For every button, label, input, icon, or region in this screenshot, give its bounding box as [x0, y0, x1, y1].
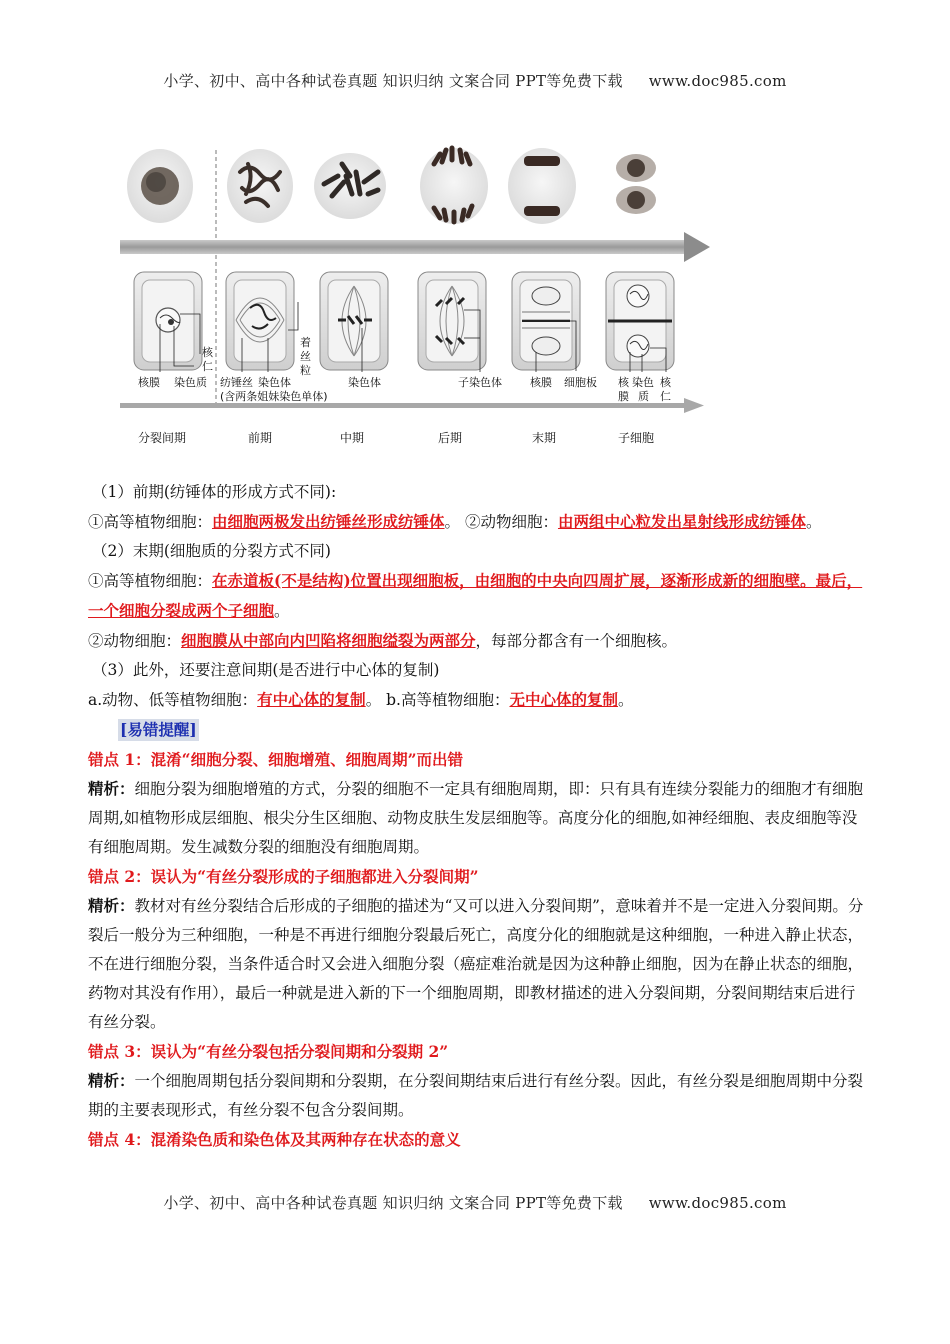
label-nuclear-membrane: 核膜 [138, 376, 160, 389]
text-segment: ①高等植物细胞： [88, 513, 213, 531]
highlight-cell-plate: 在赤道板(不是结构)位置出现细胞板，由细胞的中央向四周扩展，逐渐形成新的细胞壁。最后，一个细胞分裂成两个子细胞 [88, 571, 863, 620]
analysis-text: 一个细胞周期包括分裂间期和分裂期，在分裂间期结束后进行有丝分裂。因此，有丝分裂是细胞周期中分裂期的主要表现形式，有丝分裂不包含分裂间期。 [88, 1072, 864, 1119]
label-centromere-b: 丝 [300, 350, 311, 363]
analysis-label: 精析： [88, 779, 135, 798]
telophase-heading: （2）末期(细胞质的分裂方式不同) [92, 542, 331, 560]
error-point-3-title: 错点 3：误认为“有丝分裂包括分裂间期和分裂期 2” [88, 1042, 449, 1061]
error-point-3-analysis [88, 1066, 866, 1125]
header-text: 小学、初中、高中各种试卷真题 知识归纳 文案合同 PPT等免费下载 [163, 72, 623, 90]
error-point-4-title: 错点 4：混淆染色质和染色体及其两种存在状态的意义 [88, 1130, 461, 1149]
error-point-1-title: 错点 1：混淆“细胞分裂、细胞增殖、细胞周期”而出错 [88, 750, 464, 769]
micrograph-row [127, 148, 656, 224]
page-header [0, 70, 950, 91]
error-point-1-analysis [88, 774, 866, 862]
label-nucleolus-2: 仁 [202, 360, 213, 373]
timeline-arrow-lower [120, 398, 704, 413]
error-point-2-analysis [88, 891, 866, 1037]
highlight-plant-spindle: 由细胞两极发出纺锤丝形成纺锤体 [212, 512, 445, 531]
highlight-animal-spindle: 由两组中心粒发出星射线形成纺锤体 [557, 512, 806, 531]
highlight-centrosome-no: 无中心体的复制 [509, 690, 618, 709]
header-url[interactable]: www.doc985.com [648, 72, 787, 90]
footer-text: 小学、初中、高中各种试卷真题 知识归纳 文案合同 PPT等免费下载 [163, 1194, 623, 1212]
label-chromatin: 染色质 [174, 376, 207, 389]
page-footer [0, 1192, 950, 1213]
text-segment: 。 [274, 602, 290, 620]
analysis-label: 精析： [88, 1071, 135, 1090]
text-segment: 。 ②动物细胞： [444, 513, 558, 531]
label-centromere-c: 粒 [300, 364, 311, 377]
analysis-text: 教材对有丝分裂结合后形成的子细胞的描述为“又可以进入分裂间期”，意味着并不是一定进入分裂间期。分裂后一般分为三种细胞，一种是不再进行细胞分裂最后死亡，高度分化的细胞就是这种细胞，一种进入静止状态，不在进行细胞分裂，当条件适合时又会进入细胞分裂（癌症难治就是因为这种静止细胞，因为在静止状态的细胞，药物对其没有作用），最后一种就是进入新的下一个细胞周期，即教材描述的进入分裂间期，分裂间期结束后进行有丝分裂。 [88, 897, 864, 1031]
label-chromosome-metaphase: 染色体 [348, 376, 381, 389]
stage-interphase: 分裂间期 [138, 431, 187, 445]
label-cell-plate: 细胞板 [564, 376, 597, 389]
error-point-2-title: 错点 2：误认为“有丝分裂形成的子细胞都进入分裂间期” [88, 867, 479, 886]
stage-metaphase: 中期 [340, 431, 365, 445]
micrograph-daughter-cells [616, 154, 656, 214]
timeline-arrow-upper [120, 232, 710, 262]
footer-url[interactable]: www.doc985.com [648, 1194, 787, 1212]
label-chromosome-prophase: 染色体 [258, 376, 291, 389]
label-chromatin-daughter-b: 质 [638, 390, 649, 403]
label-membrane-daughter-b: 膜 [618, 390, 629, 403]
text-segment: 。 [617, 691, 634, 709]
telophase-animal [88, 626, 866, 656]
highlight-membrane-furrow: 细胞膜从中部向内凹陷将细胞缢裂为两部分 [181, 631, 476, 650]
stage-daughter-cell: 子细胞 [618, 431, 655, 445]
text-segment: ①高等植物细胞： [88, 572, 213, 590]
label-daughter-chromosome: 子染色体 [458, 376, 502, 389]
text-segment: 。 [805, 513, 822, 531]
label-nucleolus-daughter-b: 仁 [660, 390, 671, 403]
interphase-detail [88, 685, 866, 715]
error-reminder-tag: [易错提醒] [120, 720, 197, 739]
label-nuclear-membrane-telo: 核膜 [530, 376, 552, 389]
label-nucleolus-1: 核 [202, 346, 213, 359]
prophase-detail [88, 507, 866, 537]
text-segment: ，每部分都含有一个细胞核。 [475, 632, 678, 650]
label-membrane-daughter-a: 核 [618, 376, 629, 389]
prophase-heading: （1）前期(纺锤体的形成方式不同): [92, 483, 337, 501]
label-chromatin-daughter-a: 染色 [632, 376, 654, 389]
label-sister-chromatid-note: (含两条姐妹染色单体) [220, 390, 328, 403]
label-nucleolus-daughter-a: 核 [660, 376, 671, 389]
text-segment: a.动物、低等植物细胞： [88, 691, 258, 709]
content-body [88, 478, 866, 1154]
highlight-centrosome-yes: 有中心体的复制 [257, 690, 366, 709]
analysis-text: 细胞分裂为细胞增殖的方式，分裂的细胞不一定具有细胞周期，即：只有具有连续分裂能力的细胞才有细胞周期,如植物形成层细胞、根尖分生区细胞、动物皮肤生发层细胞等。高度分化的细胞,如神经细胞、表皮细胞等没有细胞周期。发生减数分裂的细胞没有细胞周期。 [88, 780, 864, 856]
stage-telophase: 末期 [532, 431, 557, 445]
text-segment: ②动物细胞： [88, 632, 182, 650]
label-spindle-fiber: 纺锤丝 [220, 376, 253, 389]
stage-anaphase: 后期 [438, 431, 463, 445]
stage-prophase: 前期 [248, 431, 273, 445]
text-segment: 。 b.高等植物细胞： [365, 691, 510, 709]
interphase-heading: （3）此外，还要注意间期(是否进行中心体的复制) [92, 661, 440, 679]
mitosis-diagram [118, 142, 718, 460]
cell-diagram-row [134, 272, 674, 370]
telophase-plant [88, 566, 866, 626]
label-centromere-a: 着 [300, 336, 311, 349]
analysis-label: 精析： [88, 896, 135, 915]
